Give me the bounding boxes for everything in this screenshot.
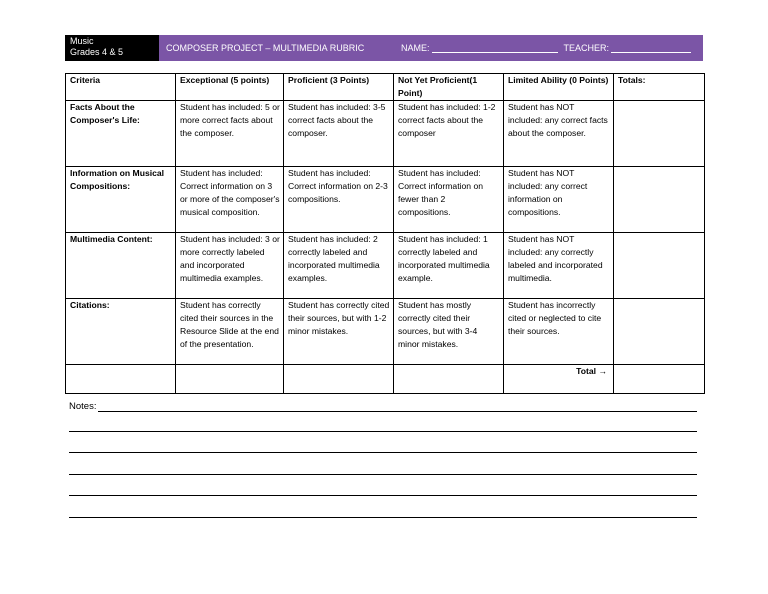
proficient-cell: Student has included: 3-5 correct facts about the composer. xyxy=(284,101,394,167)
teacher-field[interactable] xyxy=(564,43,692,53)
teacher-label: TEACHER: xyxy=(563,43,610,53)
name-field[interactable] xyxy=(401,43,558,53)
column-header: Criteria xyxy=(66,74,176,101)
name-blank[interactable] xyxy=(432,43,558,53)
total-row xyxy=(66,365,705,394)
teacher-blank[interactable] xyxy=(611,43,691,53)
criteria-cell: Multimedia Content: xyxy=(66,233,176,299)
column-header: Proficient (3 Points) xyxy=(284,74,394,101)
limited-cell: Student has NOT included: any correctly labeled and incorporated multimedia. xyxy=(504,233,614,299)
subject-block xyxy=(65,35,159,61)
table-row xyxy=(66,167,705,233)
page-header xyxy=(65,35,703,61)
notes-label: Notes: xyxy=(69,401,97,412)
grades-label: Grades 4 & 5 xyxy=(70,47,124,57)
not-yet-cell: Student has mostly correctly cited their sources, but with 3-4 minor mistakes. xyxy=(394,299,504,365)
title-bar xyxy=(159,35,703,61)
limited-cell: Student has NOT included: any correct information on compositions. xyxy=(504,167,614,233)
notes-line[interactable] xyxy=(69,517,697,518)
limited-cell: Student has incorrectly cited or neglected to cite their sources. xyxy=(504,299,614,365)
criteria-cell: Citations: xyxy=(66,299,176,365)
proficient-cell: Student has correctly cited their sources, but with 1-2 minor mistakes. xyxy=(284,299,394,365)
column-header: Totals: xyxy=(614,74,705,101)
empty-cell xyxy=(176,365,284,394)
notes-line[interactable] xyxy=(98,400,697,412)
subject-label: Music xyxy=(70,36,94,46)
empty-cell xyxy=(284,365,394,394)
not-yet-cell: Student has included: 1-2 correct facts about the composer xyxy=(394,101,504,167)
notes-line[interactable] xyxy=(69,495,697,496)
exceptional-cell: Student has correctly cited their sources in the Resource Slide at the end of the presentation. xyxy=(176,299,284,365)
proficient-cell: Student has included: 2 correctly labeled and incorporated multimedia examples. xyxy=(284,233,394,299)
grand-total-cell[interactable] xyxy=(614,365,705,394)
totals-cell[interactable] xyxy=(614,233,705,299)
notes-section xyxy=(69,398,697,412)
rubric-title: COMPOSER PROJECT – MULTIMEDIA RUBRIC xyxy=(166,43,365,53)
column-header: Exceptional (5 points) xyxy=(176,74,284,101)
total-label: Total → xyxy=(504,365,614,394)
exceptional-cell: Student has included: 3 or more correctly labeled and incorporated multimedia examples. xyxy=(176,233,284,299)
criteria-cell: Facts About the Composer's Life: xyxy=(66,101,176,167)
name-label: NAME: xyxy=(401,43,430,53)
totals-cell[interactable] xyxy=(614,167,705,233)
notes-line[interactable] xyxy=(69,474,697,475)
limited-cell: Student has NOT included: any correct facts about the composer. xyxy=(504,101,614,167)
rubric-table xyxy=(65,73,705,394)
not-yet-cell: Student has included: Correct information on fewer than 2 compositions. xyxy=(394,167,504,233)
table-row xyxy=(66,101,705,167)
totals-cell[interactable] xyxy=(614,299,705,365)
criteria-cell: Information on Musical Compositions: xyxy=(66,167,176,233)
proficient-cell: Student has included: Correct information on 2-3 compositions. xyxy=(284,167,394,233)
table-header-row xyxy=(66,74,705,101)
notes-line[interactable] xyxy=(69,452,697,453)
column-header: Limited Ability (0 Points) xyxy=(504,74,614,101)
table-row xyxy=(66,299,705,365)
not-yet-cell: Student has included: 1 correctly labeled and incorporated multimedia example. xyxy=(394,233,504,299)
empty-cell xyxy=(394,365,504,394)
column-header: Not Yet Proficient(1 Point) xyxy=(394,74,504,101)
exceptional-cell: Student has included: 5 or more correct facts about the composer. xyxy=(176,101,284,167)
table-row xyxy=(66,233,705,299)
empty-cell xyxy=(66,365,176,394)
totals-cell[interactable] xyxy=(614,101,705,167)
notes-line[interactable] xyxy=(69,431,697,432)
exceptional-cell: Student has included: Correct information on 3 or more of the composer's musical composition. xyxy=(176,167,284,233)
